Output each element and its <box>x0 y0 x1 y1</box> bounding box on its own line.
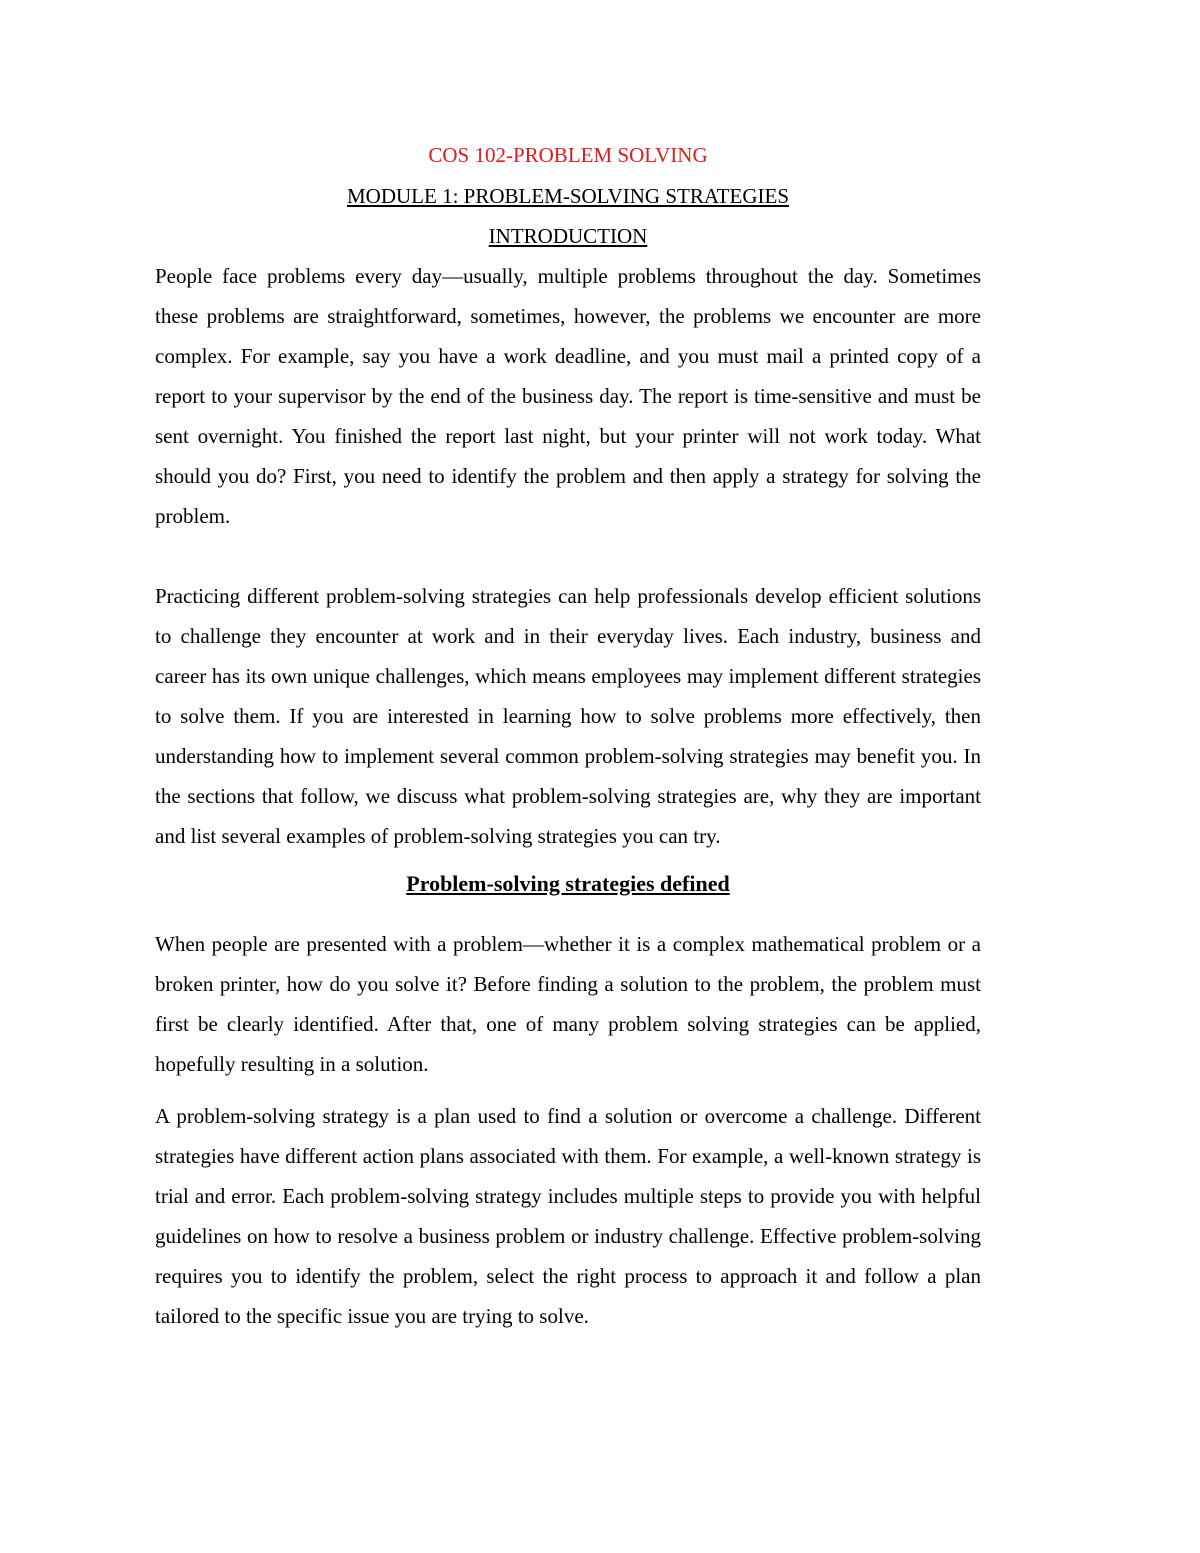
paragraph-spacer <box>155 1084 981 1096</box>
heading-spacer <box>155 904 981 924</box>
paragraph-spacer <box>155 536 981 576</box>
module-title: MODULE 1: PROBLEM-SOLVING STRATEGIES <box>347 184 789 208</box>
course-title: COS 102-PROBLEM SOLVING <box>428 143 708 167</box>
document-content <box>155 138 981 1336</box>
intro-heading: INTRODUCTION <box>488 224 648 248</box>
section-paragraph-2: A problem-solving strategy is a plan used to find a solution or overcome a challenge. Different strategies have different action plans associated with them. For example, a well-known strategy is trial and error. Each problem-solving strategy includes multiple steps to provide you with helpful guidelines on how to resolve a business problem or industry challenge. Effective problem-solving requires you to identify the problem, select the right process to approach it and follow a plan tailored to the specific issue you are trying to solve. <box>155 1104 981 1328</box>
intro-paragraph-2: Practicing different problem-solving strategies can help professionals develop efficient solutions to challenge they encounter at work and in their everyday lives. Each industry, business and career has its own unique challenges, which means employees may implement different strategies to solve them. If you are interested in learning how to solve problems more effectively, then understanding how to implement several common problem-solving strategies may benefit you. In the sections that follow, we discuss what problem-solving strategies are, why they are important and list several examples of problem-solving strategies you can try. <box>155 584 981 848</box>
section-paragraph-1: When people are presented with a problem—whether it is a complex mathematical problem or a broken printer, how do you solve it? Before finding a solution to the problem, the problem must first be clearly identified. After that, one of many problem solving strategies can be applied, hopefully resulting in a solution. <box>155 932 981 1076</box>
intro-paragraph-1: People face problems every day—usually, multiple problems throughout the day. Sometimes these problems are straightforward, sometimes, however, the problems we encounter are more complex. For example, say you have a work deadline, and you must mail a printed copy of a report to your supervisor by the end of the business day. The report is time-sensitive and must be sent overnight. You finished the report last night, but your printer will not work today. What should you do? First, you need to identify the problem and then apply a strategy for solving the problem. <box>155 264 981 528</box>
section-heading: Problem-solving strategies defined <box>406 871 730 896</box>
